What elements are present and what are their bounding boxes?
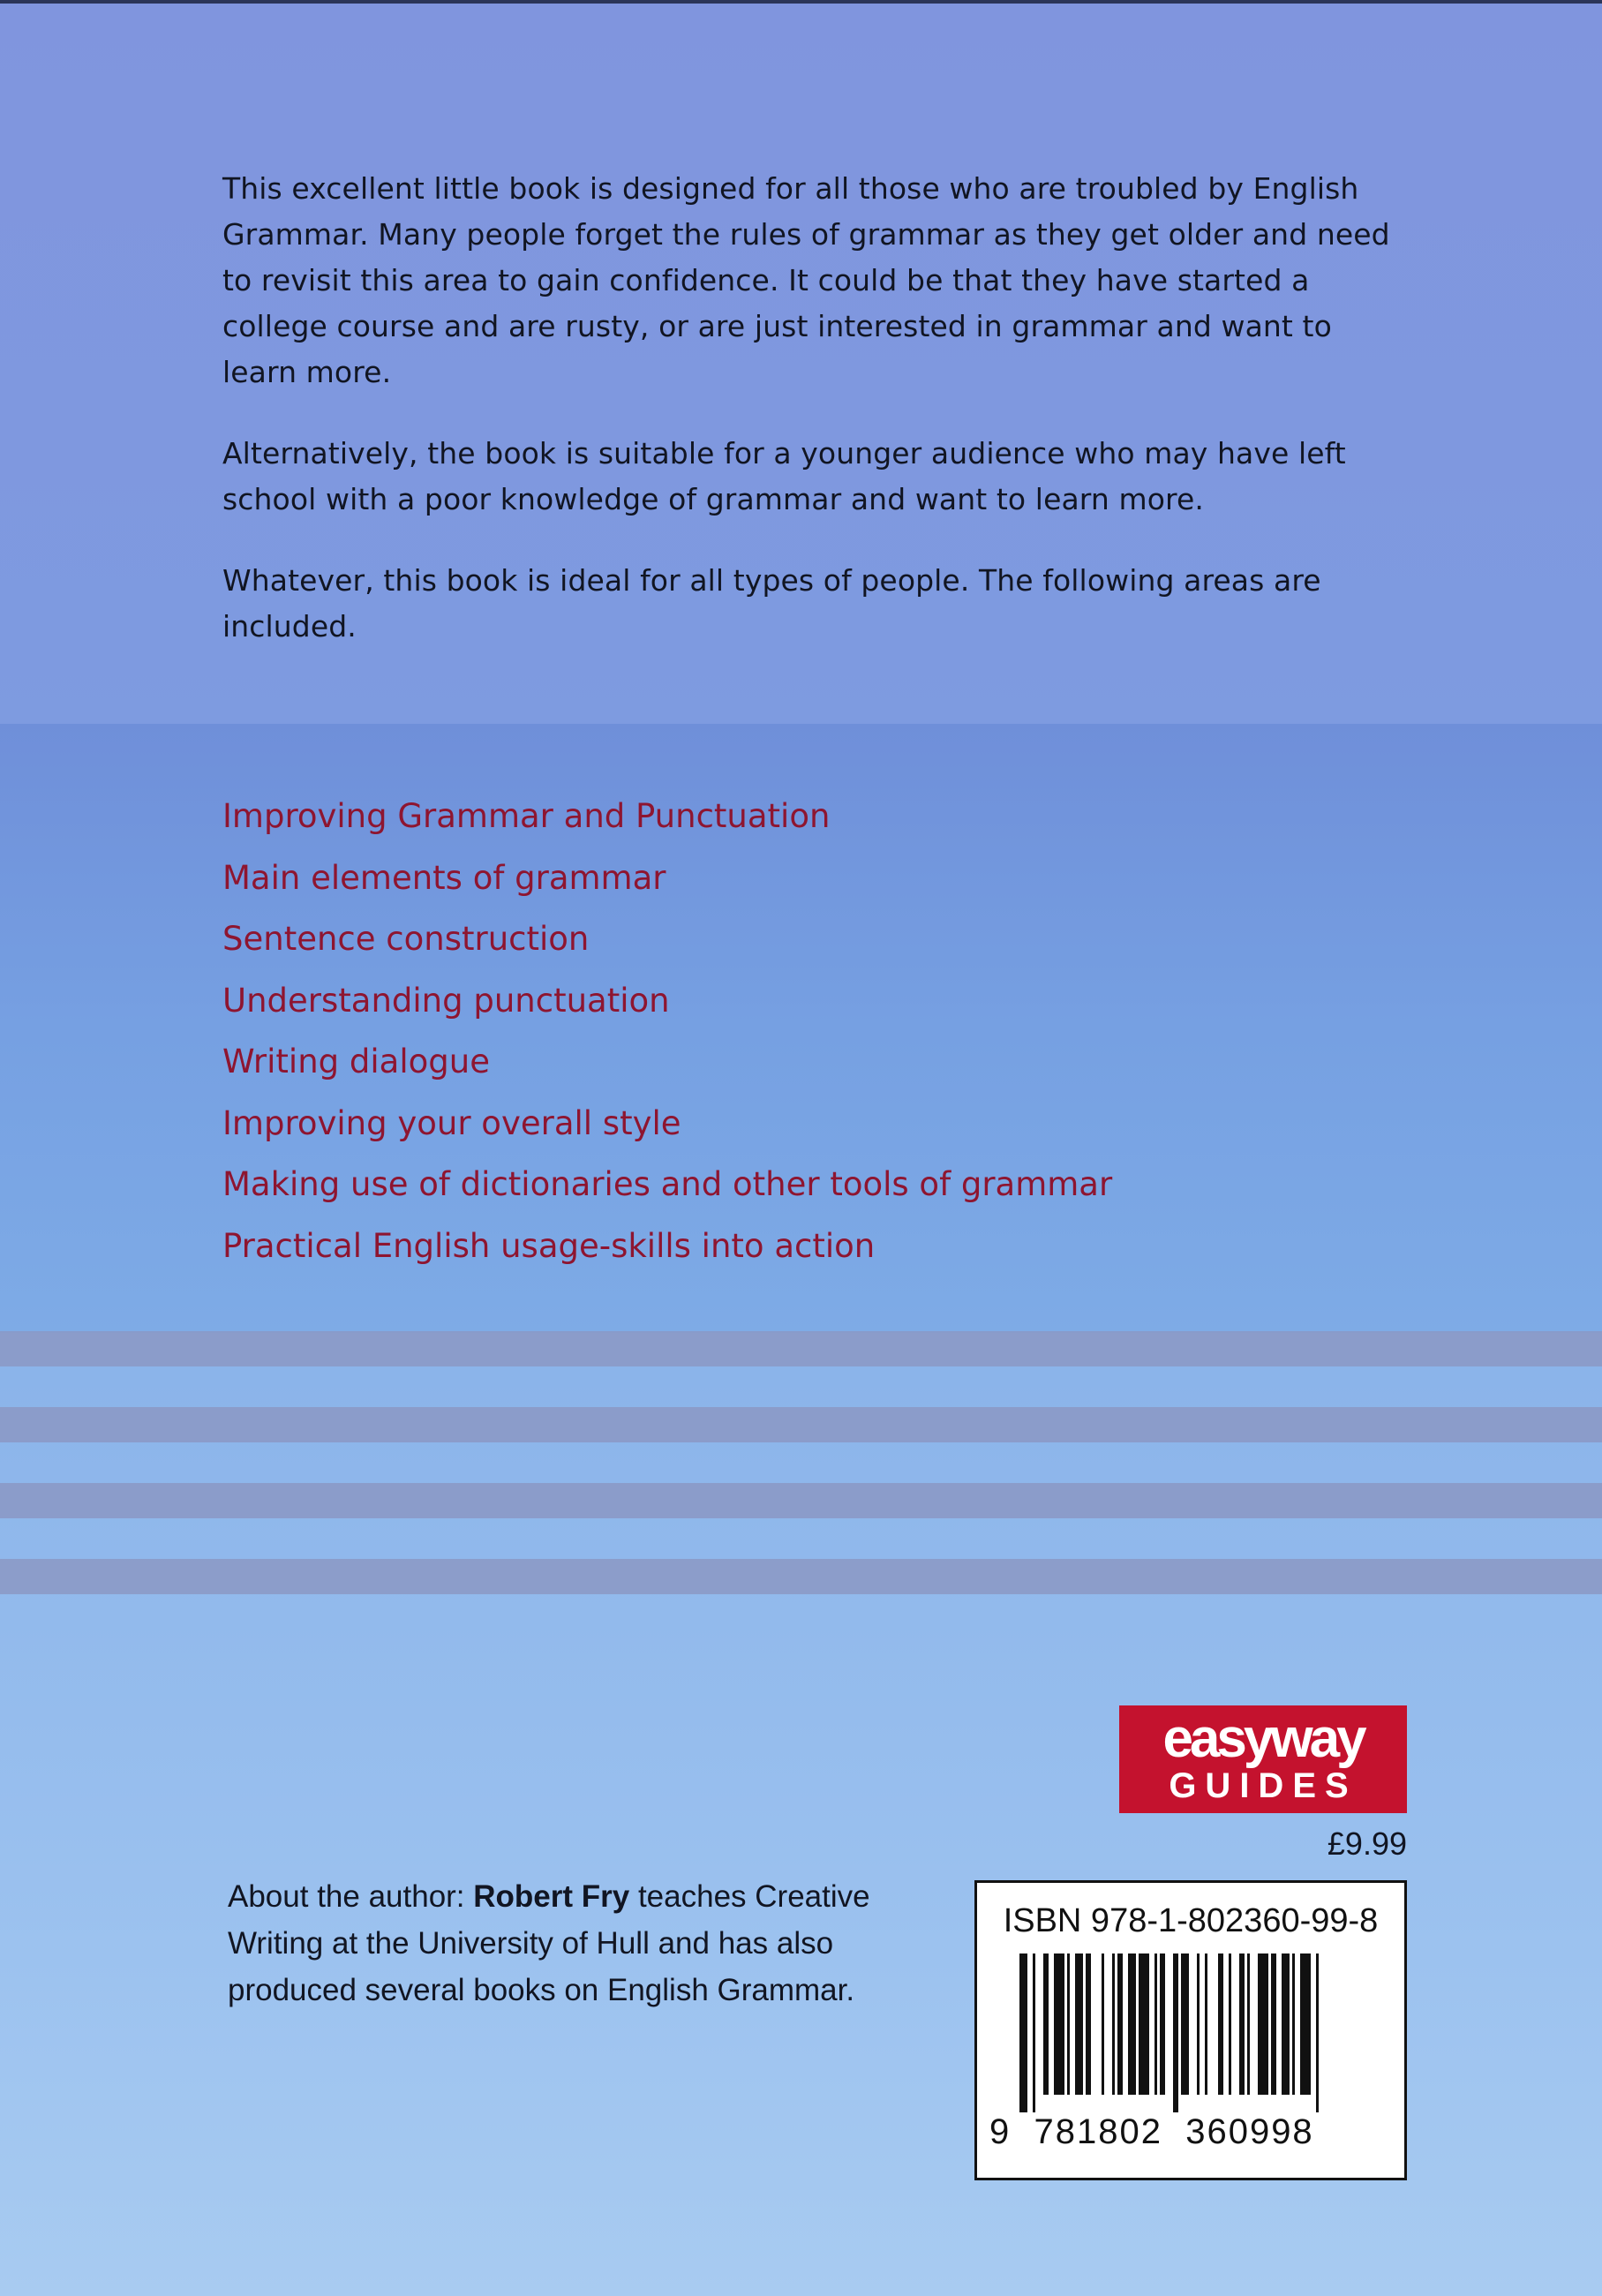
- author-bio-text: teaches Creative Writing at the University of Hull and has also produced several books on English Grammar.: [228, 1879, 870, 2007]
- author-name: Robert Fry: [473, 1879, 630, 1914]
- barcode-bar: [1117, 1953, 1123, 2095]
- barcode-digits-left: 781802: [1034, 2112, 1162, 2151]
- barcode-box: [974, 1880, 1407, 2180]
- barcode-bar: [1086, 1953, 1091, 2095]
- barcode-bar: [1292, 1953, 1295, 2095]
- author-bio-prefix: About the author:: [228, 1879, 474, 1914]
- barcode-bar: [1205, 1953, 1207, 2095]
- logo-wordmark: easyway: [1162, 1708, 1364, 1769]
- barcode-bar: [1247, 1953, 1250, 2095]
- topic-item: Improving Grammar and Punctuation: [222, 797, 831, 835]
- decorative-stripe: [0, 1331, 1602, 1366]
- intro-paragraph-3: Whatever, this book is ideal for all types of people. The following areas are included.: [222, 563, 1321, 644]
- topic-item: Understanding punctuation: [222, 981, 670, 1020]
- barcode-bar: [1239, 1953, 1245, 2095]
- barcode-bar: [1054, 1953, 1064, 2095]
- barcode-bar: [1316, 1953, 1319, 2112]
- intro-paragraph-1: This excellent little book is designed for all those who are troubled by English Grammar. Many people forget the rules of grammar as they get older and need to revisit this area to gain confidence. It could be that they have started a college course and are rusty, or are just interested in grammar and want to learn more.: [222, 171, 1390, 389]
- barcode-bar: [1160, 1953, 1165, 2095]
- price-label: £9.99: [1327, 1826, 1407, 1862]
- decorative-stripe: [0, 1559, 1602, 1594]
- barcode-bar: [1197, 1953, 1200, 2095]
- barcode-digits: [989, 2112, 1395, 2152]
- barcode-bar: [1154, 1953, 1157, 2095]
- decorative-stripe: [0, 1483, 1602, 1518]
- barcode-bar: [1282, 1953, 1290, 2095]
- topic-item: Main elements of grammar: [222, 858, 666, 897]
- isbn-text: ISBN 978-1-802360-99-8: [1003, 1902, 1379, 1939]
- barcode-digit-lead: 9: [989, 2112, 1012, 2151]
- barcode-bar: [1043, 1953, 1049, 2095]
- author-bio: [228, 1873, 899, 2014]
- decorative-stripe: [0, 1407, 1602, 1442]
- barcode-bar: [1102, 1953, 1104, 2095]
- barcode-bar: [1139, 1953, 1149, 2095]
- barcode-bar: [1258, 1953, 1268, 2095]
- intro-paragraph-2: Alternatively, the book is suitable for a younger audience who may have left school with a poor knowledge of grammar and want to learn more.: [222, 436, 1346, 516]
- barcode-bar: [1173, 1953, 1178, 2112]
- topics-list: [222, 786, 1112, 1276]
- barcode-digits-right: 360998: [1185, 2112, 1314, 2151]
- barcode-bar: [1067, 1953, 1070, 2095]
- topic-item: Writing dialogue: [222, 1043, 490, 1080]
- barcode-bar: [1218, 1953, 1223, 2095]
- publisher-logo: [1119, 1705, 1407, 1813]
- intro-text: [222, 166, 1405, 685]
- barcode-bar: [1300, 1953, 1311, 2095]
- barcode-bar: [1229, 1953, 1231, 2095]
- barcode-bar: [1112, 1953, 1115, 2095]
- barcode-bar: [1019, 1953, 1027, 2112]
- barcode-bar: [1271, 1953, 1276, 2095]
- barcode-bar: [1128, 1953, 1136, 2095]
- logo-subtitle: GUIDES: [1169, 1766, 1358, 1805]
- topic-item: Making use of dictionaries and other tools of grammar: [222, 1165, 1113, 1203]
- barcode-icon: [1019, 1953, 1373, 2112]
- topic-item: Sentence construction: [222, 920, 590, 958]
- topic-item: Improving your overall style: [222, 1103, 681, 1142]
- barcode-bar: [1033, 1953, 1035, 2112]
- barcode-bar: [1181, 1953, 1189, 2095]
- topic-item: Practical English usage-skills into action: [222, 1226, 876, 1265]
- barcode-bar: [1075, 1953, 1083, 2095]
